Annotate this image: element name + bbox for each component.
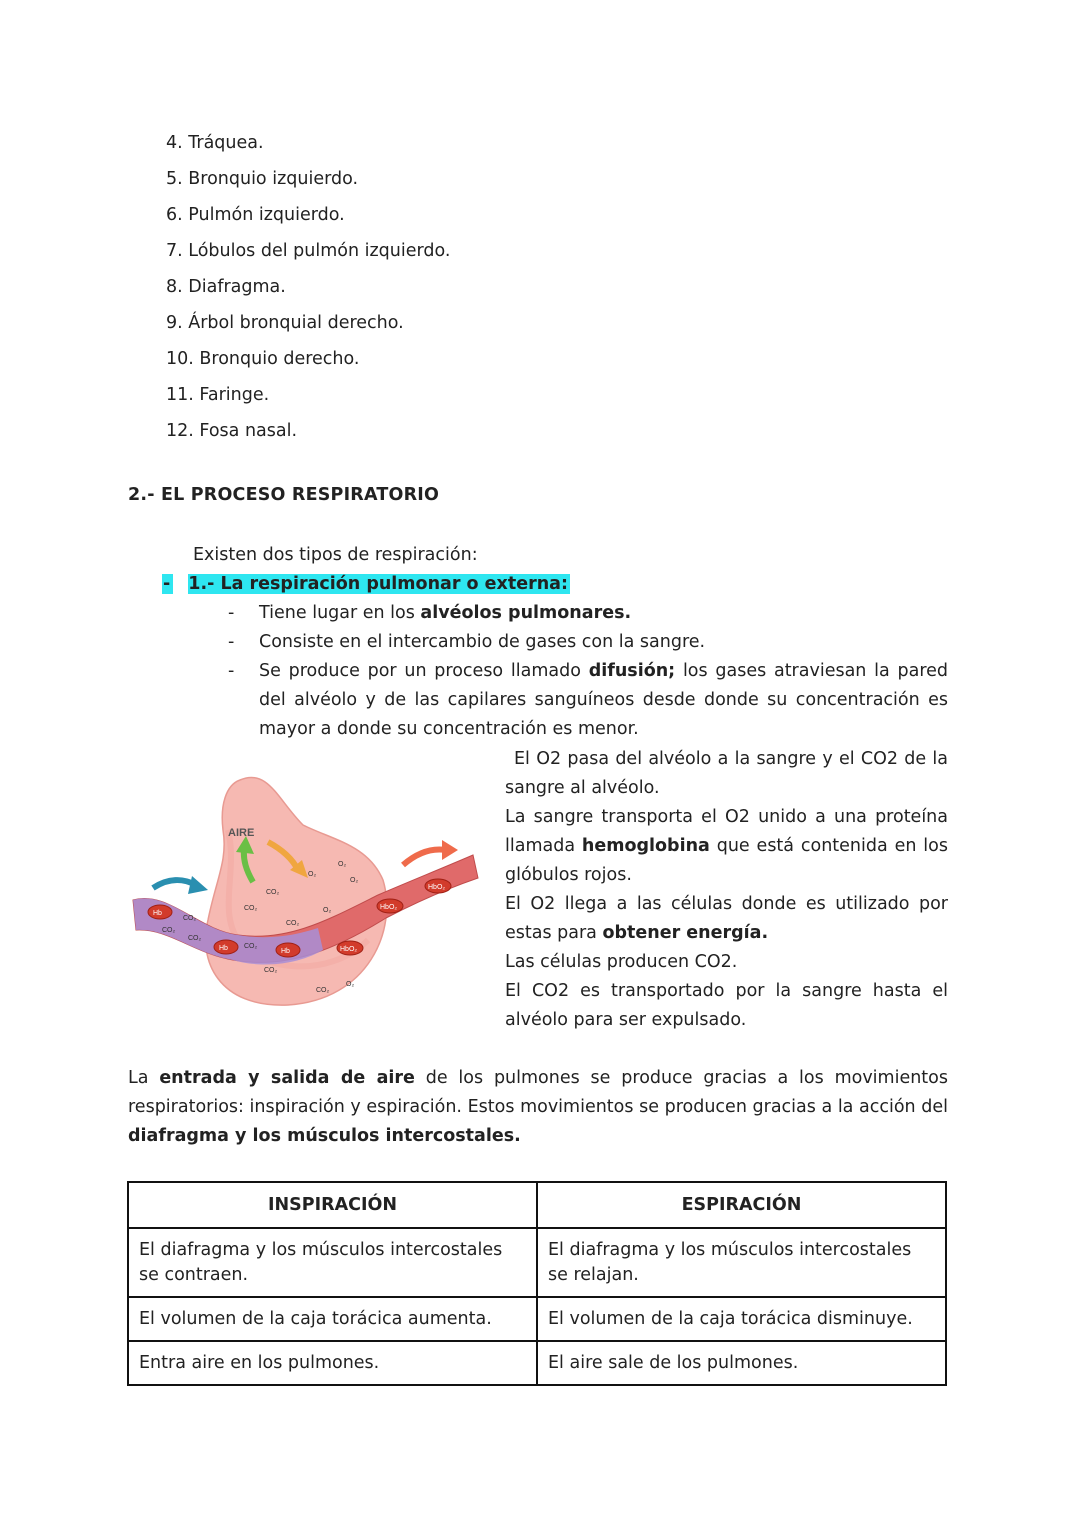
o2-label: O₂ (308, 871, 317, 878)
blood-in-arrow-icon (153, 880, 196, 888)
side-p5: El CO2 es transportado por la sangre hasta el alvéolo para ser expulsado. (505, 981, 948, 1030)
bullet-1 (259, 599, 631, 628)
bullet-3-text: Se produce por un proceso llamado (259, 661, 589, 681)
table-row (128, 1341, 946, 1385)
movement-text-mid: de los pulmones se produce gracias a los movimientos respiratorios: inspiración y espiración. Estos movimientos se producen gracias a la acción del (128, 1068, 948, 1117)
hbo2-label: HbO₂ (340, 946, 358, 953)
list-item: 8. Diafragma. (166, 277, 286, 297)
hbo2-label: HbO₂ (380, 904, 398, 911)
movement-bold-1: entrada y salida de aire (159, 1068, 415, 1088)
table-cell: Entra aire en los pulmones. (128, 1341, 537, 1385)
movement-bold-2: diafragma y los músculos intercostales. (128, 1126, 521, 1146)
type1-dash: - (162, 574, 173, 594)
o2-label: O₂ (338, 861, 347, 868)
table-header-row (128, 1182, 946, 1228)
o2-label: O₂ (346, 981, 355, 988)
bullet-dash: - (228, 661, 235, 681)
side-p2-bold: hemoglobina (581, 836, 710, 856)
hbo2-label: HbO₂ (428, 884, 446, 891)
co2-label: CO₂ (316, 987, 330, 994)
hb-label: Hb (219, 945, 228, 952)
header-espiracion: ESPIRACIÓN (537, 1182, 946, 1228)
co2-label: CO₂ (244, 943, 258, 950)
blood-out-arrowhead-icon (442, 840, 458, 860)
bullet-dash: - (228, 632, 235, 652)
list-item: 4. Tráquea. (166, 133, 264, 153)
blood-out-arrow-icon (403, 850, 446, 865)
side-p3 (505, 890, 948, 948)
hb-label: Hb (153, 910, 162, 917)
co2-label: CO₂ (264, 967, 278, 974)
side-p1: El O2 pasa del alvéolo a la sangre y el CO2 de la sangre al alvéolo. (505, 749, 948, 798)
type1-line (162, 570, 570, 599)
blood-in-arrowhead-icon (188, 876, 208, 894)
list-item: 12. Fosa nasal. (166, 421, 298, 441)
co2-label: CO₂ (266, 889, 280, 896)
table-cell: El diafragma y los músculos intercostales se contraen. (128, 1228, 537, 1297)
co2-label: CO₂ (286, 920, 300, 927)
list-item: 5. Bronquio izquierdo. (166, 169, 359, 189)
bullet-3 (259, 657, 948, 744)
section-heading: 2.- EL PROCESO RESPIRATORIO (128, 485, 440, 505)
table-cell: El volumen de la caja torácica disminuye. (537, 1297, 946, 1341)
bullet-1-text: Tiene lugar en los (259, 603, 421, 623)
breathing-table (127, 1181, 947, 1386)
bullet-3-rest: los gases atraviesan la pared del alvéolo y de las capilares sanguíneos desde donde su concentración es mayor a donde su concentración es menor. (259, 661, 949, 739)
alveolus-shape (206, 777, 387, 1005)
bullet-1-bold: alvéolos pulmonares. (420, 603, 632, 623)
table-cell: El volumen de la caja torácica aumenta. (128, 1297, 537, 1341)
header-inspiracion: INSPIRACIÓN (128, 1182, 537, 1228)
bullet-2: Consiste en el intercambio de gases con la sangre. (259, 632, 706, 652)
movement-text: La (128, 1068, 160, 1088)
bullet-dash: - (228, 603, 235, 623)
o2-label: O₂ (323, 907, 332, 914)
side-p2-rest: que está contenida en los glóbulos rojos. (505, 836, 948, 885)
table-cell: El diafragma y los músculos intercostales se relajan. (537, 1228, 946, 1297)
side-p3-bold: obtener energía. (602, 923, 769, 943)
co2-label: CO₂ (244, 905, 258, 912)
co2-label: CO₂ (188, 935, 202, 942)
bullet-3-bold: difusión; (588, 661, 676, 681)
type1-title: 1.- La respiración pulmonar o externa: (188, 574, 568, 594)
movement-paragraph (128, 1064, 948, 1151)
alveolus-diagram (128, 770, 488, 1020)
co2-label: CO₂ (183, 915, 197, 922)
list-item: 7. Lóbulos del pulmón izquierdo. (166, 241, 451, 261)
table-row (128, 1297, 946, 1341)
aire-label: AIRE (228, 827, 255, 839)
o2-label: O₂ (350, 877, 359, 884)
table-row (128, 1228, 946, 1297)
table-cell: El aire sale de los pulmones. (537, 1341, 946, 1385)
side-p4: Las células producen CO2. (505, 952, 738, 972)
hb-label: Hb (281, 948, 290, 955)
list-item: 11. Faringe. (166, 385, 270, 405)
side-p3-text: El O2 llega a las células donde es utilizado por estas para (505, 894, 948, 943)
co2-label: CO₂ (162, 927, 176, 934)
list-item: 9. Árbol bronquial derecho. (166, 313, 404, 333)
list-item: 10. Bronquio derecho. (166, 349, 360, 369)
list-item: 6. Pulmón izquierdo. (166, 205, 345, 225)
intro-text: Existen dos tipos de respiración: (193, 545, 478, 565)
side-p2 (505, 803, 948, 890)
side-p2-text: La sangre transporta el O2 unido a una proteína llamada (505, 807, 948, 856)
